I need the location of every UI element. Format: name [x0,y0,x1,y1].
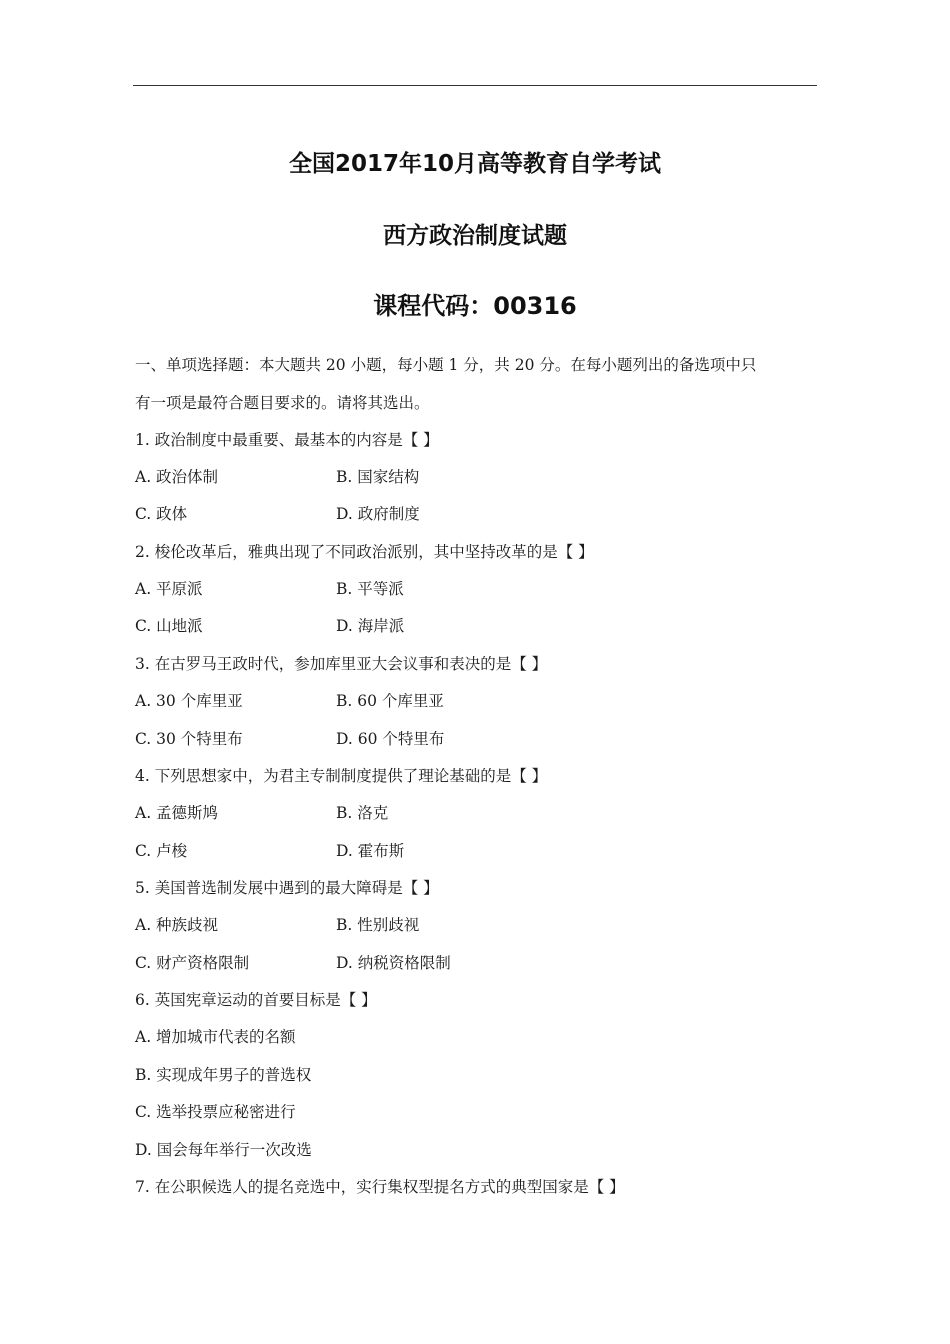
q1-option-c: C. 政体 [135,505,188,523]
header-rule [133,85,817,86]
q5-option-b: B. 性别歧视 [336,916,420,934]
q4-option-c: C. 卢梭 [135,842,188,860]
q4-option-a: A. 孟德斯鸠 [135,804,219,822]
q1-option-d: D. 政府制度 [336,505,420,523]
q5-option-a: A. 种族歧视 [135,916,219,934]
question-7: 7. 在公职候选人的提名竞选中，实行集权型提名方式的典型国家是【 】 [135,1178,625,1196]
q3-option-c: C. 30 个特里布 [135,730,243,748]
q1-option-b: B. 国家结构 [336,468,420,486]
q2-option-a: A. 平原派 [135,580,203,598]
question-4: 4. 下列思想家中，为君主专制制度提供了理论基础的是【 】 [135,767,548,785]
question-2: 2. 梭伦改革后，雅典出现了不同政治派别，其中坚持改革的是【 】 [135,543,594,561]
q6-option-b: B. 实现成年男子的普选权 [135,1066,312,1084]
question-5: 5. 美国普选制发展中遇到的最大障碍是【 】 [135,879,439,897]
exam-title: 全国2017年10月高等教育自学考试 [288,151,662,177]
q4-option-d: D. 霍布斯 [336,842,405,860]
question-3: 3. 在古罗马王政时代，参加库里亚大会议事和表决的是【 】 [135,655,548,673]
q6-option-d: D. 国会每年举行一次改选 [135,1141,312,1159]
exam-subject: 西方政治制度试题 [383,223,567,249]
q2-option-d: D. 海岸派 [336,617,405,635]
q3-option-d: D. 60 个特里布 [336,730,445,748]
course-code: 课程代码：00316 [373,292,577,320]
section-intro-line2: 有一项是最符合题目要求的。请将其选出。 [135,394,430,412]
question-6: 6. 英国宪章运动的首要目标是【 】 [135,991,377,1009]
q6-option-a: A. 增加城市代表的名额 [135,1028,296,1046]
q1-option-a: A. 政治体制 [135,468,219,486]
q6-option-c: C. 选举投票应秘密进行 [135,1103,296,1121]
q5-option-d: D. 纳税资格限制 [336,954,451,972]
q4-option-b: B. 洛克 [336,804,389,822]
section-intro-line1: 一、单项选择题：本大题共 20 小题，每小题 1 分，共 20 分。在每小题列出的备选项中只 [135,356,757,374]
q5-option-c: C. 财产资格限制 [135,954,250,972]
q3-option-a: A. 30 个库里亚 [135,692,243,710]
q2-option-b: B. 平等派 [336,580,404,598]
question-1: 1. 政治制度中最重要、最基本的内容是【 】 [135,431,439,449]
q3-option-b: B. 60 个库里亚 [336,692,444,710]
q2-option-c: C. 山地派 [135,617,203,635]
